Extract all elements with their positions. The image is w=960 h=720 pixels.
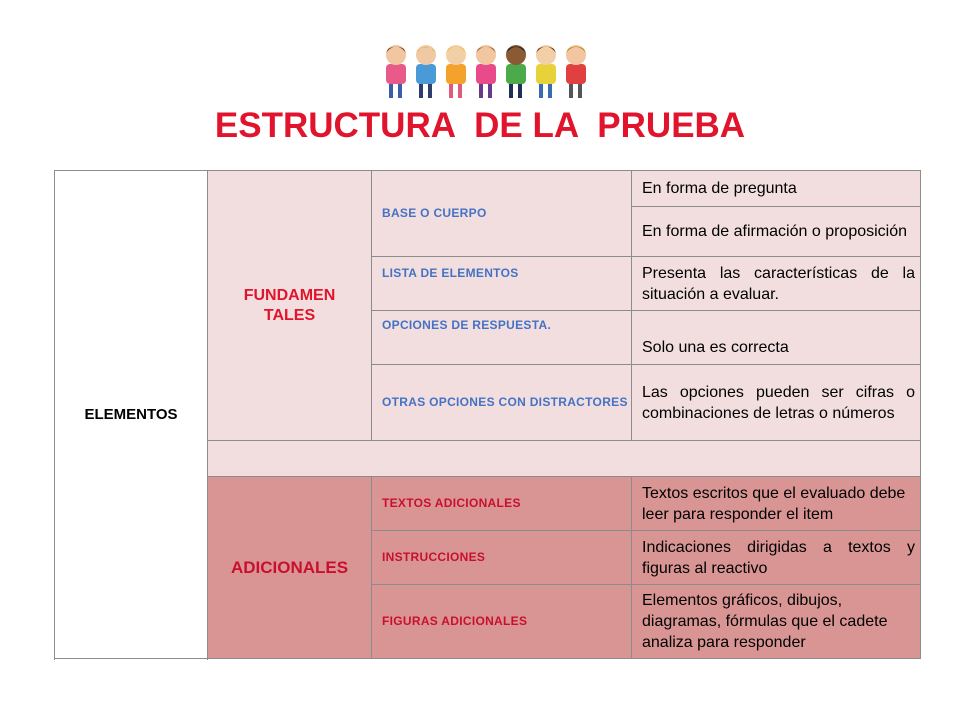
row-desc-opciones-respuesta: Solo una es correcta: [632, 311, 921, 365]
structure-table: [54, 170, 921, 659]
row-label-textos-adicionales: TEXTOS ADICIONALES: [372, 477, 632, 531]
row-label-otras-opciones: OTRAS OPCIONES CON DISTRACTORES: [372, 365, 632, 441]
row-desc-lista-elementos: Presenta las características de la situación a evaluar.: [632, 257, 921, 311]
row-label-instrucciones: INSTRUCCIONES: [372, 531, 632, 585]
row-label-opciones-respuesta: OPCIONES DE RESPUESTA.: [372, 311, 632, 365]
row-desc-afirmacion: En forma de afirmación o proposición: [632, 207, 921, 257]
row-desc-textos-adicionales: Textos escritos que el evaluado debe leer para responder el item: [632, 477, 921, 531]
row-label-lista-elementos: LISTA DE ELEMENTOS: [372, 257, 632, 311]
row-desc-instrucciones: Indicaciones dirigidas a textos y figuras al reactivo: [632, 531, 921, 585]
row-desc-otras-opciones: Las opciones pueden ser cifras o combinaciones de letras o números: [632, 365, 921, 441]
group-cell-adicionales: ADICIONALES: [208, 477, 372, 659]
row-label-figuras-adicionales: FIGURAS ADICIONALES: [372, 585, 632, 659]
group-cell-fundamentales: [208, 171, 372, 441]
child-figure-2: [416, 45, 436, 98]
child-figure-6: [536, 45, 556, 98]
root-cell-elementos: ELEMENTOS: [55, 171, 208, 659]
page-title: ESTRUCTURA DE LA PRUEBA: [214, 106, 746, 145]
child-figure-7: [566, 45, 586, 98]
children-illustration: [382, 40, 594, 102]
child-figure-3: [446, 45, 466, 98]
spacer-row: [208, 441, 921, 477]
child-figure-4: [476, 45, 496, 98]
row-desc-pregunta: En forma de pregunta: [632, 171, 921, 207]
row-label-base-cuerpo: BASE O CUERPO: [372, 171, 632, 257]
child-figure-1: [386, 45, 406, 98]
child-figure-5: [506, 45, 526, 98]
row-desc-figuras-adicionales: Elementos gráficos, dibujos, diagramas, fórmulas que el cadete analiza para responder: [632, 585, 921, 659]
group-label-fundamentales: FUNDAMEN TALES: [243, 286, 336, 324]
